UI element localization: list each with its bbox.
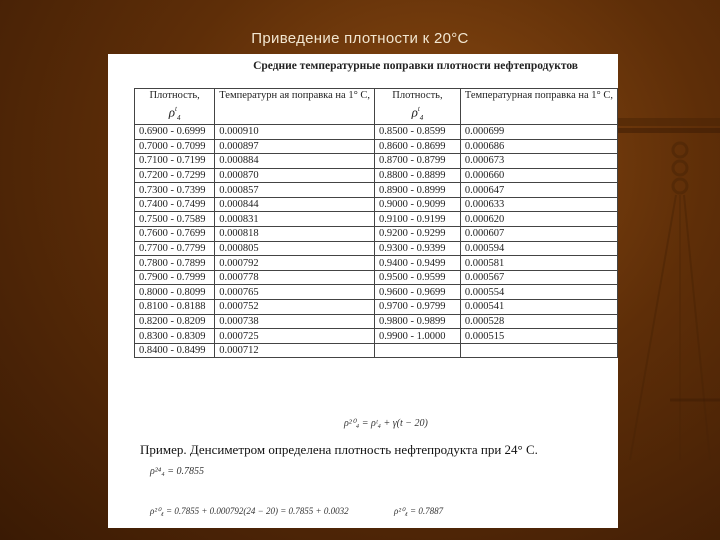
table-cell: 0.000528: [460, 314, 617, 329]
table-row: [135, 314, 618, 329]
table-cell: 0.8400 - 0.8499: [135, 343, 215, 358]
table-cell: 0.9200 - 0.9299: [375, 227, 461, 242]
table-row: [135, 329, 618, 344]
table-row: [135, 139, 618, 154]
table-cell: 0.9400 - 0.9499: [375, 256, 461, 271]
table-cell: 0.8500 - 0.8599: [375, 124, 461, 139]
table-cell: 0.000541: [460, 300, 617, 315]
rho-symbol: $\rho^t_4$: [168, 103, 181, 122]
table-cell: 0.000607: [460, 227, 617, 242]
table-row: [135, 227, 618, 242]
table-row: [135, 300, 618, 315]
table-row: [135, 212, 618, 227]
reference-sheet: [108, 54, 618, 528]
table-cell: 0.8000 - 0.8099: [135, 285, 215, 300]
formula-result: ρ²⁰₄ = 0.7887: [394, 506, 444, 516]
table-cell: 0.000554: [460, 285, 617, 300]
table-row: [135, 270, 618, 285]
table-row: [135, 183, 618, 198]
table-cell: 0.7300 - 0.7399: [135, 183, 215, 198]
example-text: Пример. Денсиметром определена плотность нефтепродукта при 24° С.: [140, 442, 538, 457]
table-row: [135, 197, 618, 212]
table-cell: 0.000778: [215, 270, 375, 285]
table-cell: 0.000620: [460, 212, 617, 227]
table-cell: 0.9800 - 0.9899: [375, 314, 461, 329]
table-cell: [460, 343, 617, 358]
table-cell: 0.7900 - 0.7999: [135, 270, 215, 285]
formula-calc: ρ²⁰₄ = 0.7855 + 0.000792(24 − 20) = 0.7855 + 0.0032: [150, 506, 349, 516]
scale-decoration: [610, 0, 720, 540]
table-cell: 0.000738: [215, 314, 375, 329]
header-correction-2: Температурная поправка на 1° С,: [460, 89, 617, 125]
table-body: [135, 124, 618, 358]
table-cell: 0.000765: [215, 285, 375, 300]
table-cell: 0.7800 - 0.7899: [135, 256, 215, 271]
table-heading: Средние температурные поправки плотности нефтепродуктов: [253, 60, 578, 72]
table-row: [135, 124, 618, 139]
table-cell: 0.000712: [215, 343, 375, 358]
table-cell: 0.7600 - 0.7699: [135, 227, 215, 242]
table-cell: 0.000844: [215, 197, 375, 212]
slide-title: Приведение плотности к 20°C: [251, 30, 469, 47]
table-cell: 0.000660: [460, 168, 617, 183]
table-cell: 0.000594: [460, 241, 617, 256]
table-row: [135, 168, 618, 183]
table-cell: 0.000686: [460, 139, 617, 154]
table-cell: 0.8200 - 0.8209: [135, 314, 215, 329]
table-row: [135, 154, 618, 169]
table-cell: 0.000897: [215, 139, 375, 154]
correction-table: [134, 88, 618, 358]
table-cell: 0.000725: [215, 329, 375, 344]
table-cell: 0.9000 - 0.9099: [375, 197, 461, 212]
table-cell: 0.000699: [460, 124, 617, 139]
table-header-row: [135, 89, 618, 125]
table-cell: 0.8700 - 0.8799: [375, 154, 461, 169]
table-cell: 0.9600 - 0.9699: [375, 285, 461, 300]
table-cell: 0.8800 - 0.8899: [375, 168, 461, 183]
table-cell: 0.7000 - 0.7099: [135, 139, 215, 154]
formula-given: ρ²⁴₄ = 0.7855: [150, 466, 204, 477]
table-cell: 0.000515: [460, 329, 617, 344]
table-cell: 0.000910: [215, 124, 375, 139]
header-density-2: Плотность, $\rho^t_4$: [375, 89, 461, 125]
table-cell: 0.000633: [460, 197, 617, 212]
table-cell: 0.9500 - 0.9599: [375, 270, 461, 285]
table-cell: 0.9100 - 0.9199: [375, 212, 461, 227]
header-density-1: Плотность, $\rho^t_4$: [135, 89, 215, 125]
table-cell: 0.000792: [215, 256, 375, 271]
table-cell: 0.000818: [215, 227, 375, 242]
table-cell: 0.000884: [215, 154, 375, 169]
table-cell: 0.8900 - 0.8999: [375, 183, 461, 198]
rho-symbol: $\rho^t_4$: [411, 103, 424, 122]
table-cell: 0.7400 - 0.7499: [135, 197, 215, 212]
table-cell: 0.7700 - 0.7799: [135, 241, 215, 256]
table-cell: 0.6900 - 0.6999: [135, 124, 215, 139]
table-cell: 0.000831: [215, 212, 375, 227]
table-cell: 0.8300 - 0.8309: [135, 329, 215, 344]
table-cell: 0.9300 - 0.9399: [375, 241, 461, 256]
table-cell: 0.000673: [460, 154, 617, 169]
table-cell: 0.000870: [215, 168, 375, 183]
table-cell: 0.8100 - 0.8188: [135, 300, 215, 315]
table-cell: 0.9700 - 0.9799: [375, 300, 461, 315]
table-cell: 0.000857: [215, 183, 375, 198]
table-cell: 0.000567: [460, 270, 617, 285]
table-cell: 0.000647: [460, 183, 617, 198]
table-row: [135, 241, 618, 256]
table-row: [135, 285, 618, 300]
table-cell: 0.7100 - 0.7199: [135, 154, 215, 169]
table-row: [135, 256, 618, 271]
table-cell: 0.000581: [460, 256, 617, 271]
header-correction-1: Температурн ая поправка на 1° С,: [215, 89, 375, 125]
table-cell: [375, 343, 461, 358]
table-cell: 0.8600 - 0.8699: [375, 139, 461, 154]
table-cell: 0.7200 - 0.7299: [135, 168, 215, 183]
table-cell: 0.000752: [215, 300, 375, 315]
table-cell: 0.000805: [215, 241, 375, 256]
formula-main: ρ²⁰₄ = ρᵗ₄ + γ(t − 20): [344, 418, 428, 429]
table-cell: 0.7500 - 0.7589: [135, 212, 215, 227]
table-row: [135, 343, 618, 358]
table-cell: 0.9900 - 1.0000: [375, 329, 461, 344]
